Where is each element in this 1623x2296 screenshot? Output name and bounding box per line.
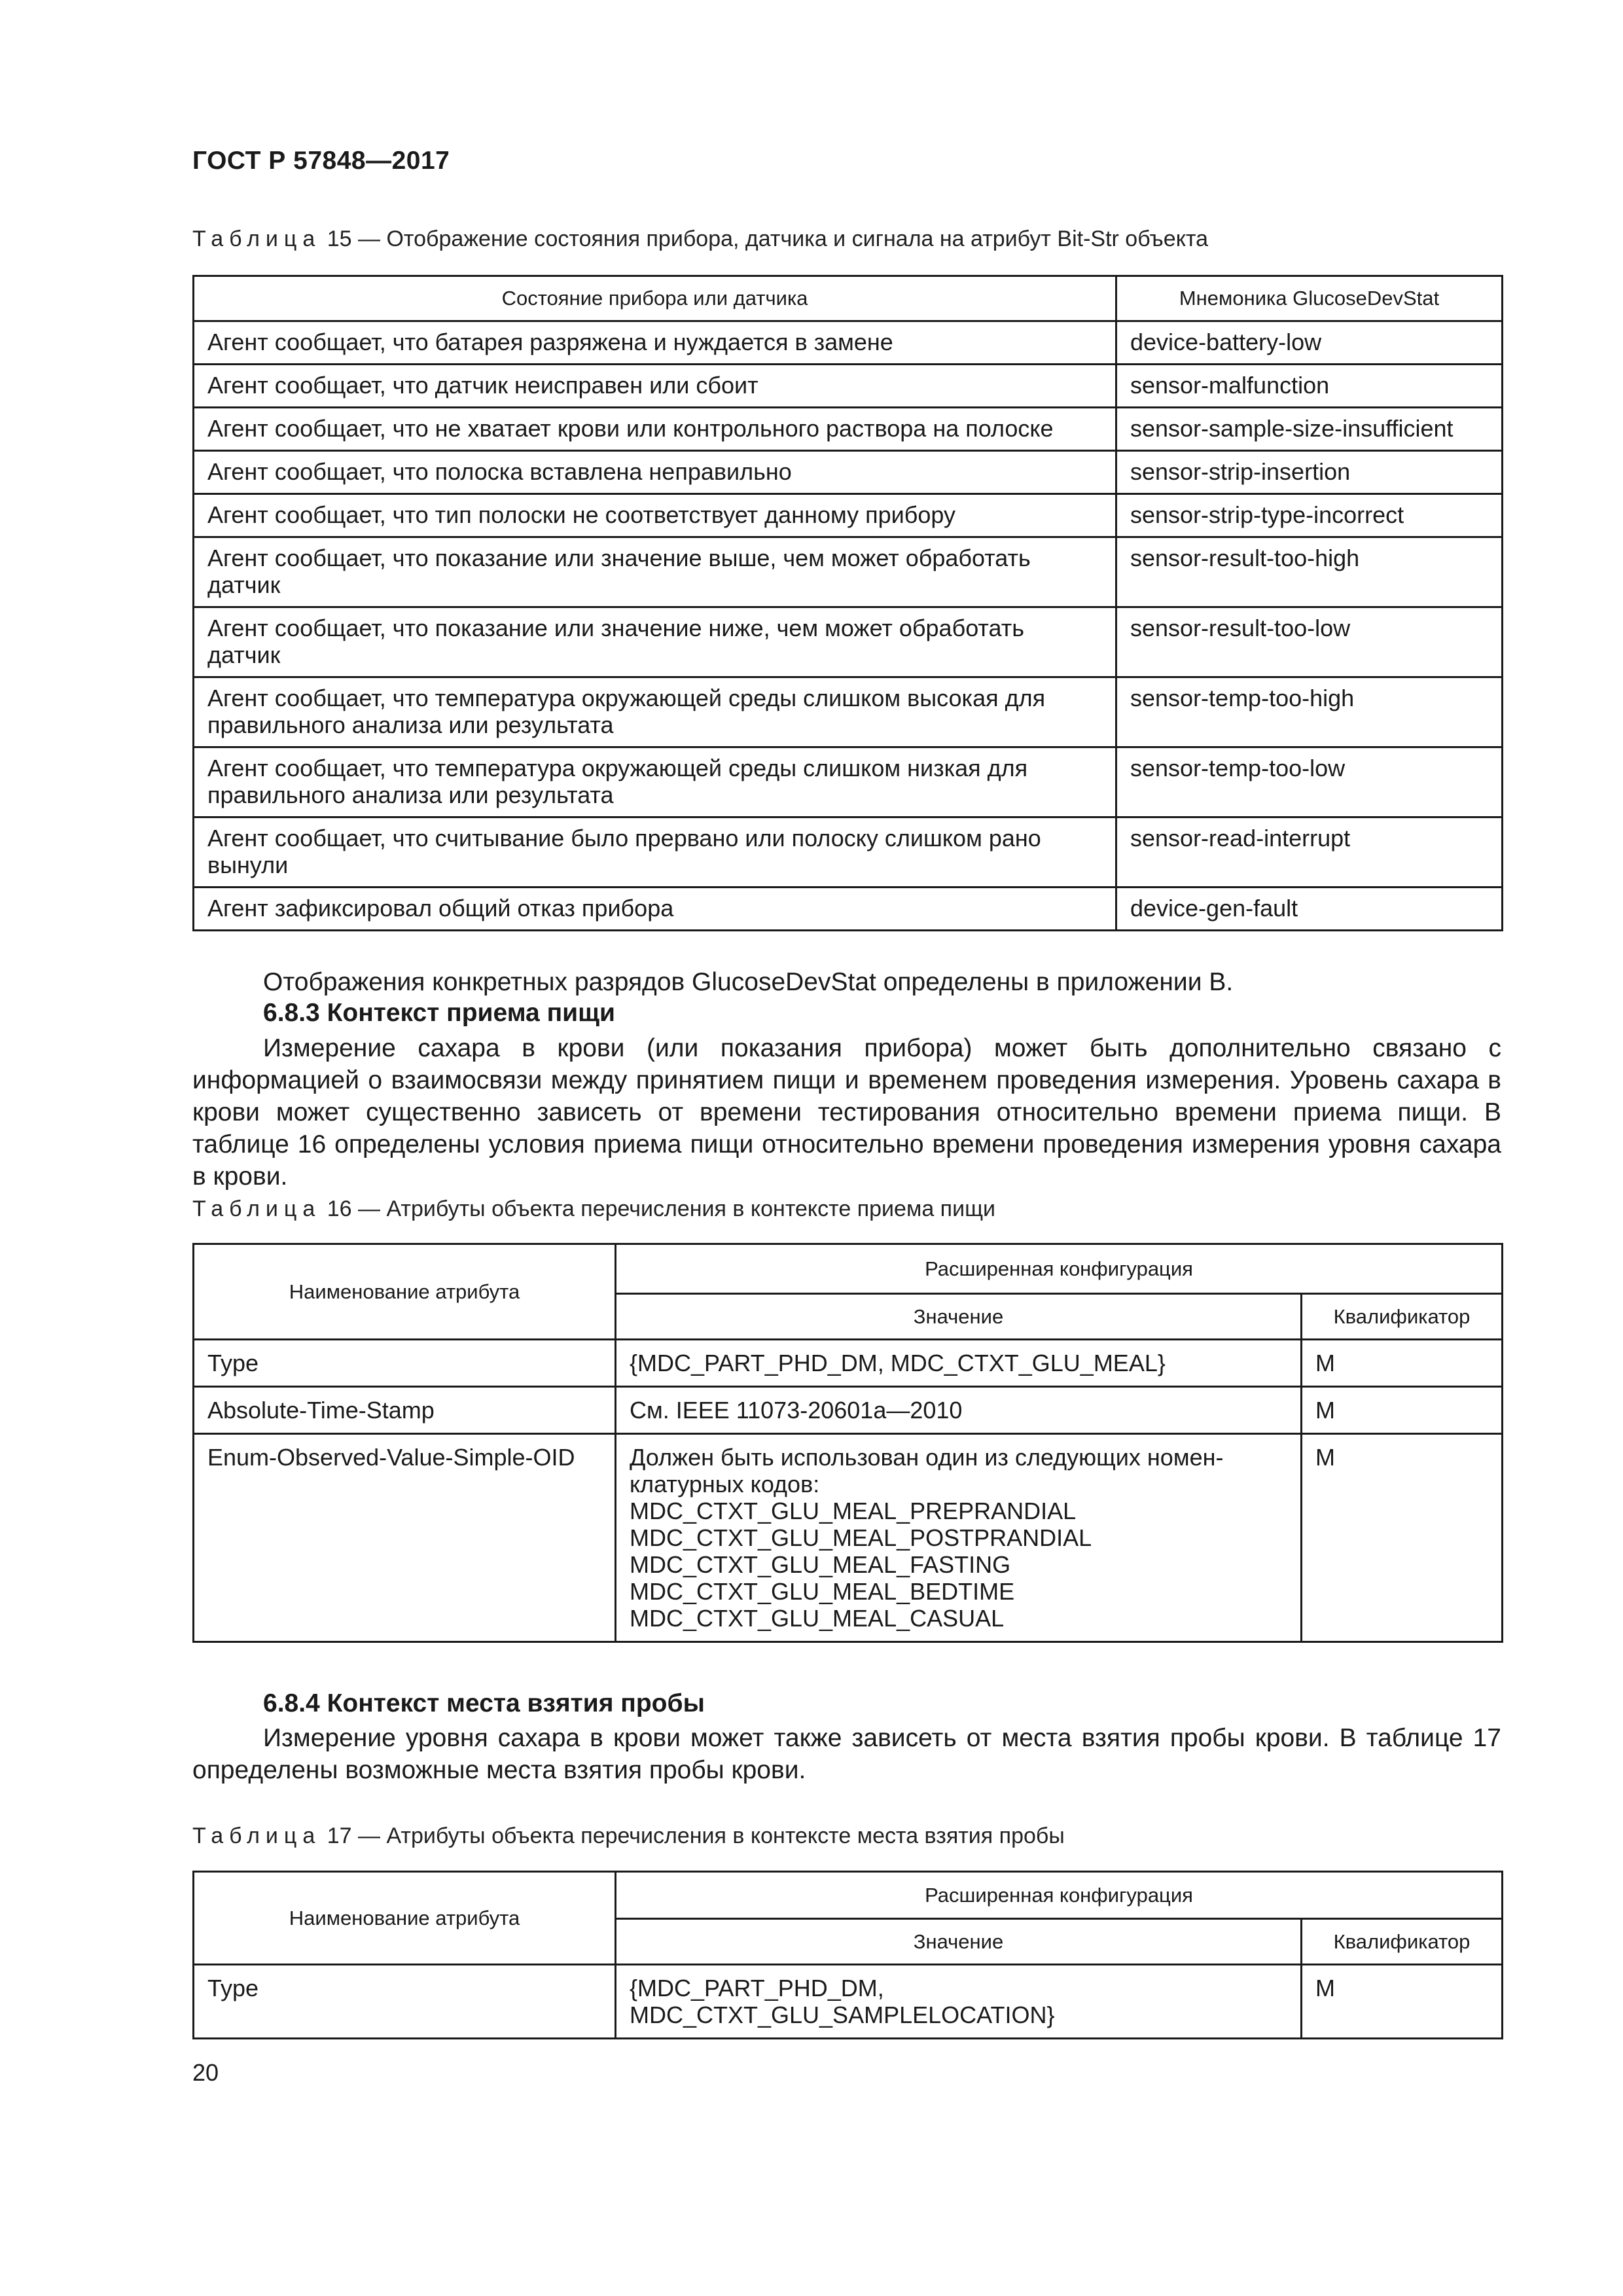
table-cell: Type bbox=[194, 1965, 616, 2039]
table-17-caption bbox=[192, 1823, 1065, 1849]
table-cell: M bbox=[1302, 1434, 1503, 1642]
table-17 bbox=[192, 1871, 1503, 2039]
table-row bbox=[194, 817, 1503, 888]
caption-text: 16 — Атрибуты объекта перечисления в контексте приема пищи bbox=[327, 1196, 996, 1221]
table-cell: M bbox=[1302, 1965, 1503, 2039]
table-cell: sensor-sample-size-insufficient bbox=[1116, 408, 1503, 451]
column-header-qualifier: Квалификатор bbox=[1302, 1294, 1503, 1340]
table-cell: Агент сообщает, что датчик неисправен или сбоит bbox=[194, 365, 1116, 408]
table-cell: sensor-read-interrupt bbox=[1116, 817, 1503, 888]
table-cell: M bbox=[1302, 1340, 1503, 1387]
section-684-heading: 6.8.4 Контекст места взятия пробы bbox=[263, 1689, 705, 1717]
table-cell: См. IEEE 11073-20601a—2010 bbox=[616, 1387, 1302, 1434]
table-header-row bbox=[194, 276, 1503, 321]
table-15-caption bbox=[192, 226, 1208, 252]
table-cell: Enum-Observed-Value-Simple-OID bbox=[194, 1434, 616, 1642]
table-cell: sensor-malfunction bbox=[1116, 365, 1503, 408]
caption-label: Таблица bbox=[192, 226, 321, 251]
table-row bbox=[194, 1434, 1503, 1642]
table-cell: sensor-temp-too-high bbox=[1116, 677, 1503, 747]
table-15 bbox=[192, 275, 1503, 931]
column-header-value: Значение bbox=[616, 1919, 1302, 1965]
bits-paragraph: Отображения конкретных разрядов GlucoseDevStat определены в приложении В. bbox=[263, 968, 1234, 996]
table-row bbox=[194, 607, 1503, 677]
table-row bbox=[194, 1387, 1503, 1434]
table-row bbox=[194, 537, 1503, 607]
column-header-value: Значение bbox=[616, 1294, 1302, 1340]
table-cell: Агент сообщает, что тип полоски не соответствует данному прибору bbox=[194, 494, 1116, 537]
table-row bbox=[194, 1340, 1503, 1387]
table-row bbox=[194, 365, 1503, 408]
table-header-row bbox=[194, 1872, 1503, 1919]
table-cell: Должен быть использован один из следующих номен- клатурных кодов: MDC_CTXT_GLU_MEAL_PREPRANDIAL MDC_CTXT_GLU_MEAL_POSTPRANDIAL MDC_CTXT_GLU_MEAL_FASTING MDC_CTXT_GLU_MEAL_BEDTIME MDC_CTXT_GLU_MEAL_CASUAL bbox=[616, 1434, 1302, 1642]
document-code: ГОСТ Р 57848—2017 bbox=[192, 147, 450, 175]
table-cell: {MDC_PART_PHD_DM, MDC_CTXT_GLU_MEAL} bbox=[616, 1340, 1302, 1387]
table-cell: Агент сообщает, что показание или значение ниже, чем может обработать датчик bbox=[194, 607, 1116, 677]
caption-text: 17 — Атрибуты объекта перечисления в контексте места взятия пробы bbox=[327, 1823, 1065, 1848]
table-cell: Агент сообщает, что не хватает крови или контрольного раствора на полоске bbox=[194, 408, 1116, 451]
table-cell: device-battery-low bbox=[1116, 321, 1503, 365]
table-cell: Агент сообщает, что показание или значение выше, чем может обработать датчик bbox=[194, 537, 1116, 607]
table-row bbox=[194, 494, 1503, 537]
table-row bbox=[194, 408, 1503, 451]
table-cell: device-gen-fault bbox=[1116, 888, 1503, 931]
column-header-attribute: Наименование атрибута bbox=[194, 1872, 616, 1965]
table-cell: sensor-temp-too-low bbox=[1116, 747, 1503, 817]
page-number: 20 bbox=[192, 2059, 219, 2086]
table-cell: sensor-strip-insertion bbox=[1116, 451, 1503, 494]
column-header-extended-config: Расширенная конфигурация bbox=[616, 1244, 1503, 1294]
table-cell: {MDC_PART_PHD_DM, MDC_CTXT_GLU_SAMPLELOCATION} bbox=[616, 1965, 1302, 2039]
table-cell: sensor-strip-type-incorrect bbox=[1116, 494, 1503, 537]
table-row bbox=[194, 677, 1503, 747]
table-row bbox=[194, 451, 1503, 494]
column-header-qualifier: Квалификатор bbox=[1302, 1919, 1503, 1965]
caption-text: 15 — Отображение состояния прибора, датчика и сигнала на атрибут Bit-Str объекта bbox=[327, 226, 1209, 251]
table-header-row bbox=[194, 1244, 1503, 1294]
table-16 bbox=[192, 1243, 1503, 1643]
column-header-extended-config: Расширенная конфигурация bbox=[616, 1872, 1503, 1919]
caption-label: Таблица bbox=[192, 1823, 321, 1848]
table-cell: Агент сообщает, что температура окружающей среды слишком высокая для правильного анализа или результата bbox=[194, 677, 1116, 747]
table-cell: Absolute-Time-Stamp bbox=[194, 1387, 616, 1434]
section-683-heading: 6.8.3 Контекст приема пищи bbox=[263, 999, 615, 1027]
table-cell: Агент зафиксировал общий отказ прибора bbox=[194, 888, 1116, 931]
table-cell: sensor-result-too-high bbox=[1116, 537, 1503, 607]
table-cell: Агент сообщает, что полоска вставлена неправильно bbox=[194, 451, 1116, 494]
column-header-mnemonic: Мнемоника GlucoseDevStat bbox=[1116, 276, 1503, 321]
column-header-attribute: Наименование атрибута bbox=[194, 1244, 616, 1340]
table-cell: sensor-result-too-low bbox=[1116, 607, 1503, 677]
section-684-text: Измерение уровня сахара в крови может также зависеть от места взятия пробы крови. В таблице 17 определены возможные места взятия пробы крови. bbox=[192, 1724, 1501, 1784]
section-683-text: Измерение сахара в крови (или показания прибора) может быть дополнительно связано с информацией о взаимосвязи между принятием пищи и временем проведения измерения. Уровень сахара в крови может существенно зависеть от времени тестирования относительно времени приема пищи. В таблице 16 определены условия приема пищи относительно времени проведения измерения уровня сахара в крови. bbox=[192, 1034, 1501, 1191]
table-row bbox=[194, 321, 1503, 365]
table-cell: Агент сообщает, что считывание было прервано или полоску слишком рано вынули bbox=[194, 817, 1116, 888]
table-cell: Type bbox=[194, 1340, 616, 1387]
table-16-caption bbox=[192, 1196, 995, 1222]
table-row bbox=[194, 1965, 1503, 2039]
table-cell: Агент сообщает, что батарея разряжена и нуждается в замене bbox=[194, 321, 1116, 365]
caption-label: Таблица bbox=[192, 1196, 321, 1221]
table-row bbox=[194, 888, 1503, 931]
table-cell: Агент сообщает, что температура окружающей среды слишком низкая для правильного анализа или результата bbox=[194, 747, 1116, 817]
column-header-state: Состояние прибора или датчика bbox=[194, 276, 1116, 321]
table-row bbox=[194, 747, 1503, 817]
table-cell: M bbox=[1302, 1387, 1503, 1434]
